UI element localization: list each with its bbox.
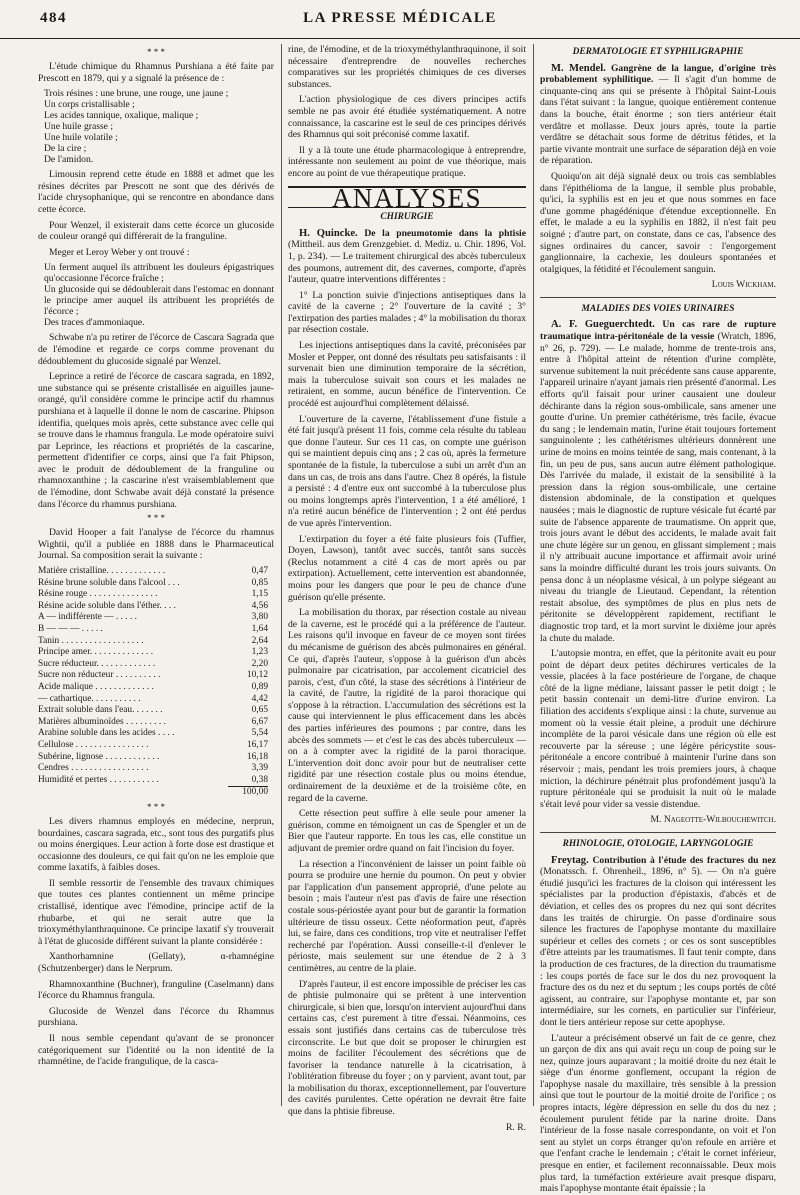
paragraph: L'extirpation du foyer a été faite plusieurs fois (Tuffier, Doyen, Lawson), tantôt avec succès, tantôt sans succès (Reclus notamment a cité 4 cas de mort après ou par extirpation). Actuellement, cette intervention est abandonnée, moins pour les dangers que pour le peu de chance d'une guérison qu'elle présente.	[288, 533, 526, 603]
composition-value: 1,23	[251, 647, 268, 658]
composition-value: 3,80	[251, 612, 268, 623]
paragraph: Glucoside de Wenzel dans l'écorce du Rhamnus purshiana.	[38, 1005, 274, 1029]
composition-row	[38, 578, 268, 590]
composition-row	[38, 612, 268, 624]
article-text: (Monatssch. f. Ohrenheil., 1896, n° 5). — On n'a guère étudié jusqu'ici les fractures de la cloison qui intéressent les spécialistes par la production d'épistaxis, d'abcès et de déviation, et celles des os propres du nez qui sont décrites dans les traités de chirurgie. On passe d'ordinaire sous silence les fractures de l'apophyse montante du maxillaire supérieur et celles des cornets ; or ces os sont susceptibles d'être atteints par les traumatismes. Il faut tenir compte, dans la production de ces fractures, de la direction du traumatisme : les coups portés de face sur le dos du nez provoquent la fracture des os du nez et du septum ; les coups portés de côté agissent, au contraire, sur l'apophyse montante et, par son intermédiaire, sur les cornets, en particulier sur l'inférieur, dont le tiers antérieur repose sur cette apophyse.	[540, 866, 776, 1028]
journal-title: LA PRESSE MÉDICALE	[303, 10, 497, 26]
list-item: Un corps cristallisable ;	[44, 99, 135, 111]
list-item: Les acides tannique, oxalique, malique ;	[44, 110, 199, 122]
resin-list	[38, 88, 274, 165]
paragraph: Il semble ressortir de l'ensemble des travaux chimiques que toutes ces plantes contiennent un même principe cristallisé, identique avec l'émodine, principe actif de la rhubarbe, et qui ne serait autre que la trioxyméthylanthraquinone. Ce principe laxatif s'y trouverait à l'état de glucoside différent suivant la plante considérée :	[38, 877, 274, 947]
paragraph: 1° La ponction suivie d'injections antiseptiques dans la cavité de la caverne ; 2° l'ouverture de la cavité ; 3° l'extirpation des parties malades ; 4° la mobilisation du thorax par résection costale.	[288, 289, 526, 336]
paragraph: La résection a l'inconvénient de laisser un point faible où pourra se produire une hernie du poumon. On peut y obvier par l'application d'un pansement approprié, d'une pelote au besoin ; mais l'auteur n'est pas d'avis de faire une résection costale sous-périostée ayant pour but de garantir la formation ultérieure de tissu osseux. Cette néoformation peut, d'après lui, se faire, dans ces conditions, trop vite et neutraliser l'effet recherché par l'opération. Aussi conseille-t-il d'enlever le périoste, mais seulement sur une étendue de 2 à 3 centimètres, au centre de la plaie.	[288, 858, 526, 974]
article-gueguerchtedt	[540, 319, 776, 644]
composition-name: Extrait soluble dans l'eau. . . . . . .	[38, 705, 163, 716]
article-quincke	[288, 228, 526, 286]
paragraph: Meger et Leroy Weber y ont trouvé :	[49, 246, 190, 258]
composition-name: B — — — . . . . .	[38, 624, 103, 634]
paragraph: L'action physiologique de ces divers principes actifs semble ne pas avoir été étudiée systématiquement. A notre connaissance, la cascarine est le seul de ces principes dérivés des Rhamnus qui soit préconisé comme laxatif.	[288, 94, 526, 141]
composition-row	[38, 624, 268, 636]
paragraph: L'auteur a précisément observé un fait de ce genre, chez un garçon de dix ans qui avait reçu un coup de poing sur le nez, quinze jours auparavant ; la moitié droite du nez était le siège d'un énorme gonflement, occupant la région de l'apophyse nasale du maxillaire, très sensible à la pression ainsi que tout le pourtour de la moitié droite de l'orifice ; os propres intacts, légère dépression en selle du dos du nez ; écoulement purulent fétide par la narine droite. Dans l'intérieur de la fosse nasale correspondante, on voit et l'on sent au stylet un corps étranger qu'on refoule en arrière et que l'enfant crache le lendemain ; c'était le cornet inférieur, presque en entier, et facilement reconnaissable. Deux mois plus tard, la tuméfaction extérieure avait presque disparu, mais l'apophyse montante était épaissie ; la	[540, 1032, 776, 1195]
analyses-heading: ANALYSES	[288, 186, 526, 209]
composition-row	[38, 647, 268, 659]
paragraph: Les divers rhamnus employés en médecine, nerprun, bourdaines, cascara sagrada, etc., sont tous des purgatifs plus ou moins énergiques. Leur action à forte dose est drastique et occasionne des douleurs, ce qui fait qu'on ne les emploie que comme laxatifs, à faibles doses.	[38, 815, 274, 874]
composition-value: 2,64	[251, 635, 268, 646]
article-title: De la pneumotomie dans la phtisie	[364, 227, 526, 239]
page-header	[0, 0, 800, 39]
composition-value: 6,67	[251, 716, 268, 727]
findings-list	[38, 262, 274, 328]
article-mendel	[540, 63, 776, 167]
column-divider-1	[281, 44, 282, 1106]
composition-table	[38, 566, 268, 799]
composition-row	[38, 763, 268, 775]
composition-name: Matières albuminoïdes . . . . . . . . .	[38, 716, 166, 727]
composition-name: Tanin . . . . . . . . . . . . . . . . . .	[38, 635, 144, 646]
composition-row	[38, 682, 268, 694]
article-title: Un cas rare de rupture traumatique intra-péritonéale de la vessie	[540, 319, 776, 343]
composition-value: 4,56	[251, 600, 268, 611]
column-1	[38, 44, 274, 1114]
composition-value: 0,89	[251, 681, 268, 692]
section-separator: * * *	[147, 801, 165, 812]
paragraph: L'étude chimique du Rhamnus Purshiana a été faite par Prescott en 1879, qui y a signalé la présence de :	[38, 61, 274, 84]
composition-value: 2,20	[251, 658, 268, 669]
section-separator: * * *	[147, 47, 165, 57]
signature: R. R.	[506, 1121, 526, 1133]
composition-total-spacer	[38, 786, 228, 799]
paragraph: Cette résection peut suffire à elle seule pour amener la guérison, comme en témoignent un cas de Spengler et un de Bier que l'auteur rapporte. En tous les cas, elle constitue un adjuvant de premier ordre quand on fait l'incision du foyer.	[288, 808, 526, 854]
paragraph: L'ouverture de la caverne, l'établissement d'une fistule a été fait jusqu'à présent 11 fois, comme cela résulte du tableau que donne l'auteur. Sur ces 11 cas, on compte une guérison qui se maintient depuis cinq ans ; 2 cas où, après la fermeture spontanée de la fistule, la tuberculose a subi un arrêt d'un an dans un cas, de trois ans dans l'autre. Chez 8 opérés, la fistule a persisté : 4 d'entre eux ont succombé à la tuberculose plus ou moins longtemps après l'intervention, 1 a été amélioré, 1 n'a retiré aucun bénéfice de l'intervention ; 2 ont été perdus de vue après l'intervention.	[288, 413, 526, 529]
section-heading-dermatologie: DERMATOLOGIE ET SYPHILIGRAPHIE	[572, 47, 744, 57]
composition-row	[38, 752, 268, 764]
composition-total: 100,00	[228, 786, 268, 799]
paragraph: Il nous semble cependant qu'avant de se prononcer catégoriquement sur l'identité ou la non identité de la rhamnétine, de l'acide frangulique, de la casca-	[38, 1033, 274, 1068]
paragraph: Leprince a retiré de l'écorce de cascara sagrada, en 1892, une substance qui se présente cristallisée en aiguilles jaune-orangé, qu'il considère comme le principe actif du rhamnus purshiana et à laquelle il donne le nom de cascarine. Phipson identifia, quelques mois après, cette substance avec celle qui se trouve dans le rhamnus frangula. Le mode opératoire suivi par Leprince, les réactions et propriétés de la cascarine, permettent d'identifier ce corps, ainsi que l'a fait Phipson, avec le produit de dédoublement de la franguline ou rhamnoxanthine ; la cascarine n'est vraisemblablement que de l'émodine, dont Schwabe avait déjà constaté la présence dans l'écorce du rhamnus purshiana.	[38, 371, 274, 510]
composition-value: 3,39	[251, 763, 268, 774]
composition-row	[38, 705, 268, 717]
composition-value: 5,54	[251, 728, 268, 739]
section-divider	[540, 297, 776, 298]
composition-name: Sucre réducteur. . . . . . . . . . . . .	[38, 658, 156, 669]
article-title: Gangrène de la langue, d'origine très probablement syphilitique.	[540, 62, 776, 86]
composition-name: Résine acide soluble dans l'éther. . . .	[38, 600, 176, 611]
paragraph: D'après l'auteur, il est encore impossible de préciser les cas de phtisie pulmonaire qui se prêtent à une intervention chirurgicale, si bien que, lorsqu'on intervient aujourd'hui dans certains cas, c'est purement à titre d'essai. Néanmoins, ces essais sont justifiés dans certains cas de tuberculose très circonscrite. Le but que doit se proposer le chirurgien est moins de faciliter l'écoulement des sécrétions que de favoriser la tendance naturelle à la cicatrisation, à l'oblitération fibreuse du foyer ; on y parvient, avant tout, par la mobilisation du thorax, exceptionnellement, par l'ouverture des cavités purulentes. Cette opération ne devrait être faite que dans la phtisie fibreuse.	[288, 978, 526, 1118]
list-item: Trois résines : une brune, une rouge, une jaune ;	[44, 88, 229, 100]
composition-name: Subérine, lignose . . . . . . . . . . . .	[38, 751, 160, 762]
composition-row	[38, 670, 268, 682]
paragraph: Rhamnoxanthine (Buchner), franguline (Caselmann) dans l'écorce du Rhamnus frangula.	[38, 978, 274, 1002]
composition-value: 16,18	[246, 751, 268, 762]
column-divider-2	[533, 44, 534, 1106]
composition-row	[38, 659, 268, 671]
composition-name: Principe amer. . . . . . . . . . . . . .	[38, 647, 154, 658]
composition-name: Matière cristalline. . . . . . . . . . . . .	[38, 566, 166, 577]
composition-name: A — indifférente — . . . . .	[38, 612, 138, 623]
list-item: Un ferment auquel ils attribuent les douleurs épigastriques qu'occasionne l'écorce fraîche ;	[44, 262, 274, 285]
composition-name: Résine rouge . . . . . . . . . . . . . . .	[38, 589, 158, 600]
paragraph: Limousin reprend cette étude en 1888 et admet que les résines décrites par Prescott ne sont que des dérivés de l'acide chrysophanique, qui se rencontre en abondance dans cette écorce.	[38, 169, 274, 215]
paragraph: La mobilisation du thorax, par résection costale au niveau de la caverne, est le procédé qui a la préférence de l'auteur. Les raisons qu'il invoque en faveur de ce moyen sont tirées du mécanisme de guérison des abcès pulmonaires en général. Ce qui, d'après l'auteur, s'oppose à la guérison d'un abcès pulmonaire par cicatrisation, par accolement cicatriciel des parois, c'est, d'un côté, la stase des sécrétions à l'intérieur de la cavité, de l'autre, la rigidité de la paroi thoracique qui s'oppose à la rétraction. L'accumulation des sécrétions est la cause qui interviennent le plus efficacement dans les abcès des parties inférieures des poumons ; par contre, dans les abcès des sommets — et c'est le cas des abcès tuberculeux — on a à compter avec la rigidité de la paroi thoracique. L'intervention doit donc avoir pour but de neutraliser cette rigidité par une résection costale plus ou moins étendue, ordinairement de la deuxième et de la troisième côte, en regard de la caverne.	[288, 607, 526, 804]
composition-value: 0,65	[251, 705, 268, 716]
composition-row	[38, 740, 268, 752]
paragraph: Quoiqu'on ait déjà signalé deux ou trois cas semblables dans l'épithélioma de la langue, il semble plus probable, qu'ici, la syphilis est en jeu et que nous sommes en face d'une gomme phagédénique d'étendue exceptionnelle. En effet, le malade a eu la syphilis en 1882, il n'est fait peu soigné ; d'autre part, on constate, dans ce cas, l'absence des signes ordinaires du cancer, savoir : l'engorgement ganglionnaire, la cachexie, les douleurs spontanées et otalgiques, la fétidité et l'écoulement sanguin.	[540, 170, 776, 275]
article-text: (Wratch, 1896, n° 26, p. 729). — Le malade, homme de trente-trois ans, entre à l'hôpital atteint de rétention d'urine complète, survenue subitement la nuit précédente sans cause apparente, l'appareil urinaire n'ayant jamais rien présenté d'anormal. Les efforts qu'il faisait pour uriner causaient une douleur déchirante dans la région sous-ombilicale, sans amener une goutte d'urine. Un premier cathétérisme, très facile, évacue du sang ; le lendemain matin, l'urine était toujours fortement sanguinolente ; les cathétérismes ultérieurs donnèrent une urine de moins en moins teintée de sang, mais contenant, à la fin, un peu de pus, sans aucun autre élément pathologique. Dès l'arrivée du malade, il existait de la sensibilité à la pression dans la région sous-ombilicale, une certaine distension abdominale, de la constipation et quelques nausées ; mais le diagnostic de rupture vésicale fut écarté par suite de l'absence apparente de traumatisme. On apprit que, trois jours avant le début des accidents, le malade avait fait une chute légère sur un genou, en glissant simplement ; mais il n'y attribuait aucune importance et affirmait avoir uriné sans la moindre difficulté durant les trois jours suivants. On pensa donc à un néoplasme vésical, à un polype siégeant au niveau du triangle de Lieutaud. Cependant, la rétention restait absolue, des symptômes de plus en plus nets de péritonite se développèrent rapidement, rectifiant le diagnostic trop tard, et la mort survint le dixième jour après la chute du malade.	[540, 331, 777, 644]
composition-value: 16,17	[246, 739, 268, 750]
paragraph: Xanthorhamnine (Gellaty), α-rhamnégine (Schutzenberger) dans le Nerprum.	[38, 951, 274, 975]
paragraph: Pour Wenzel, il existerait dans cette écorce un glucoside de couleur orangé qui différerait de la franguline.	[38, 219, 274, 243]
column-2	[288, 44, 526, 1133]
composition-value: 4,42	[251, 693, 268, 704]
composition-name: — cathartique. . . . . . . . . . .	[38, 693, 141, 704]
composition-value: 0,85	[251, 577, 268, 588]
article-text: (Mittheil. aus dem Grenzgebiet. d. Mediz. u. Chir. 1896, Vol. 1, p. 234). — Le traitement chirurgical des abcès tuberculeux des poumons, autrement dit, des cavernes, comporte, d'après l'auteur, quatre interventions différentes :	[288, 239, 526, 286]
paragraph: L'autopsie montra, en effet, que la péritonite avait eu pour point de départ deux petites déchirures verticales de la vessie, placées à la face postérieure de l'organe, de chaque côté de la ligne médiane, laissant passer le petit doigt ; le petit bassin contenait un demi-litre d'urine environ. La filiation des accidents s'explique ainsi : la chute, survenue au moment où la vessie était pleine, a produit une déchirure incomplète de la paroi vésicale dans une région où elle est recouverte par la séreuse ; une légère péricystite sous-péritonéale a encore contribué à maintenir l'urine dans son réservoir ; mais, pendant les trois premiers jours, à chaque miction, la déchirure pénétrait plus profondément jusqu'à la rupture péritonéale qui se produisit la nuit où le malade s'était levé pour vider sa vessie distendue.	[540, 648, 776, 810]
section-heading-voies-urinaires: MALADIES DES VOIES URINAIRES	[581, 303, 735, 314]
composition-name: Acide malique . . . . . . . . . . . . .	[38, 681, 154, 692]
composition-value: 1,15	[251, 589, 268, 600]
composition-total-row	[38, 786, 268, 799]
list-item: De la cire ;	[44, 143, 87, 155]
composition-value: 1,64	[251, 624, 268, 634]
paragraph: David Hooper a fait l'analyse de l'écorce du rhamnus Wightii, qu'il a publiée en 1888 dans le Pharmaceutical Journal. Sa composition serait la suivante :	[38, 527, 274, 562]
composition-name: Humidité et pertes . . . . . . . . . . .	[38, 774, 159, 785]
composition-row	[38, 589, 268, 601]
section-separator: * * *	[147, 513, 165, 524]
composition-name: Cendres . . . . . . . . . . . . . . . . .	[38, 763, 149, 774]
composition-name: Cellulose . . . . . . . . . . . . . . . .	[38, 739, 149, 750]
paragraph: Il y a là toute une étude pharmacologique à entreprendre, intéressante non seulement au point de vue théorique, mais encore au point de vue thérapeutique pratique.	[288, 144, 526, 179]
article-text: — Il s'agit d'un homme de cinquante-cinq ans qui se présente à l'hôpital Saint-Louis dans l'état suivant : la langue, quoique entièrement contenue dans la bouche, était énorme ; son tiers antérieur était verdâtre et mollasse. Deux jours après, toute la partie verdâtre se détachait sous forme de détritus fétides, et la partie vivante montrait une surface de séparation déjà en voie de réparation.	[540, 74, 776, 167]
composition-row	[38, 717, 268, 729]
composition-value: 10,12	[246, 670, 268, 681]
page-number: 484	[40, 10, 67, 26]
list-item: Des traces d'ammoniaque.	[44, 317, 145, 329]
composition-row	[38, 636, 268, 648]
composition-row	[38, 775, 268, 787]
paragraph: Schwabe n'a pu retirer de l'écorce de Cascara Sagrada que de l'émodine et regarde ce corps comme provenant du dédoublement du glucoside signalé par Wenzel.	[38, 332, 274, 367]
section-heading-chirurgie: CHIRURGIE	[380, 212, 434, 223]
list-item: Une huile grasse ;	[44, 121, 114, 133]
composition-row	[38, 728, 268, 740]
signature: Louis Wickham.	[711, 279, 776, 291]
article-author: Freytag.	[551, 854, 589, 866]
column-3	[540, 44, 777, 1195]
section-heading-rhinologie: RHINOLOGIE, OTOLOGIE, LARYNGOLOGIE	[562, 839, 754, 849]
section-divider	[540, 832, 776, 833]
list-item: Une huile volatile ;	[44, 132, 118, 144]
paragraph: Les injections antiseptiques dans la cavité, préconisées par Mosler et Pepper, ont donné des résultats peu satisfaisants : il survenait bien une diminution temporaire de la sécrétion, mais la tuberculose suivait son cours et les malades ne retiraient, en somme, aucun bénéfice de l'intervention. Ce procédé est aujourd'hui complètement délaissé.	[288, 340, 526, 410]
paragraph: rine, de l'émodine, et de la trioxyméthylanthraquinone, il soit nécessaire d'entreprendre de nouvelles recherches comparatives sur les propriétés chimiques de ces diverses substances.	[288, 44, 526, 90]
composition-row	[38, 694, 268, 706]
composition-value: 0,47	[251, 566, 268, 577]
composition-value: 0,38	[251, 774, 268, 785]
article-freytag	[540, 855, 776, 1029]
composition-name: Sucre non réducteur . . . . . . . . . .	[38, 670, 161, 681]
composition-row	[38, 601, 268, 613]
list-item: Un glucoside qui se dédoublerait dans l'estomac en donnant le principe amer auquel ils attribuent les propriétés de l'écorce ;	[44, 284, 274, 318]
composition-name: Arabine soluble dans les acides . . . .	[38, 728, 175, 739]
list-item: De l'amidon.	[44, 154, 94, 166]
composition-row	[38, 566, 268, 578]
article-author: A. F. Gueguerchtedt.	[551, 319, 655, 331]
article-author: M. Mendel.	[551, 62, 606, 74]
signature: M. Nageotte-Wilbouchewitch.	[650, 814, 776, 826]
article-title: Contribution à l'étude des fractures du nez	[592, 854, 776, 866]
article-author: H. Quincke.	[299, 227, 358, 239]
composition-name: Résine brune soluble dans l'alcool . . .	[38, 577, 180, 588]
